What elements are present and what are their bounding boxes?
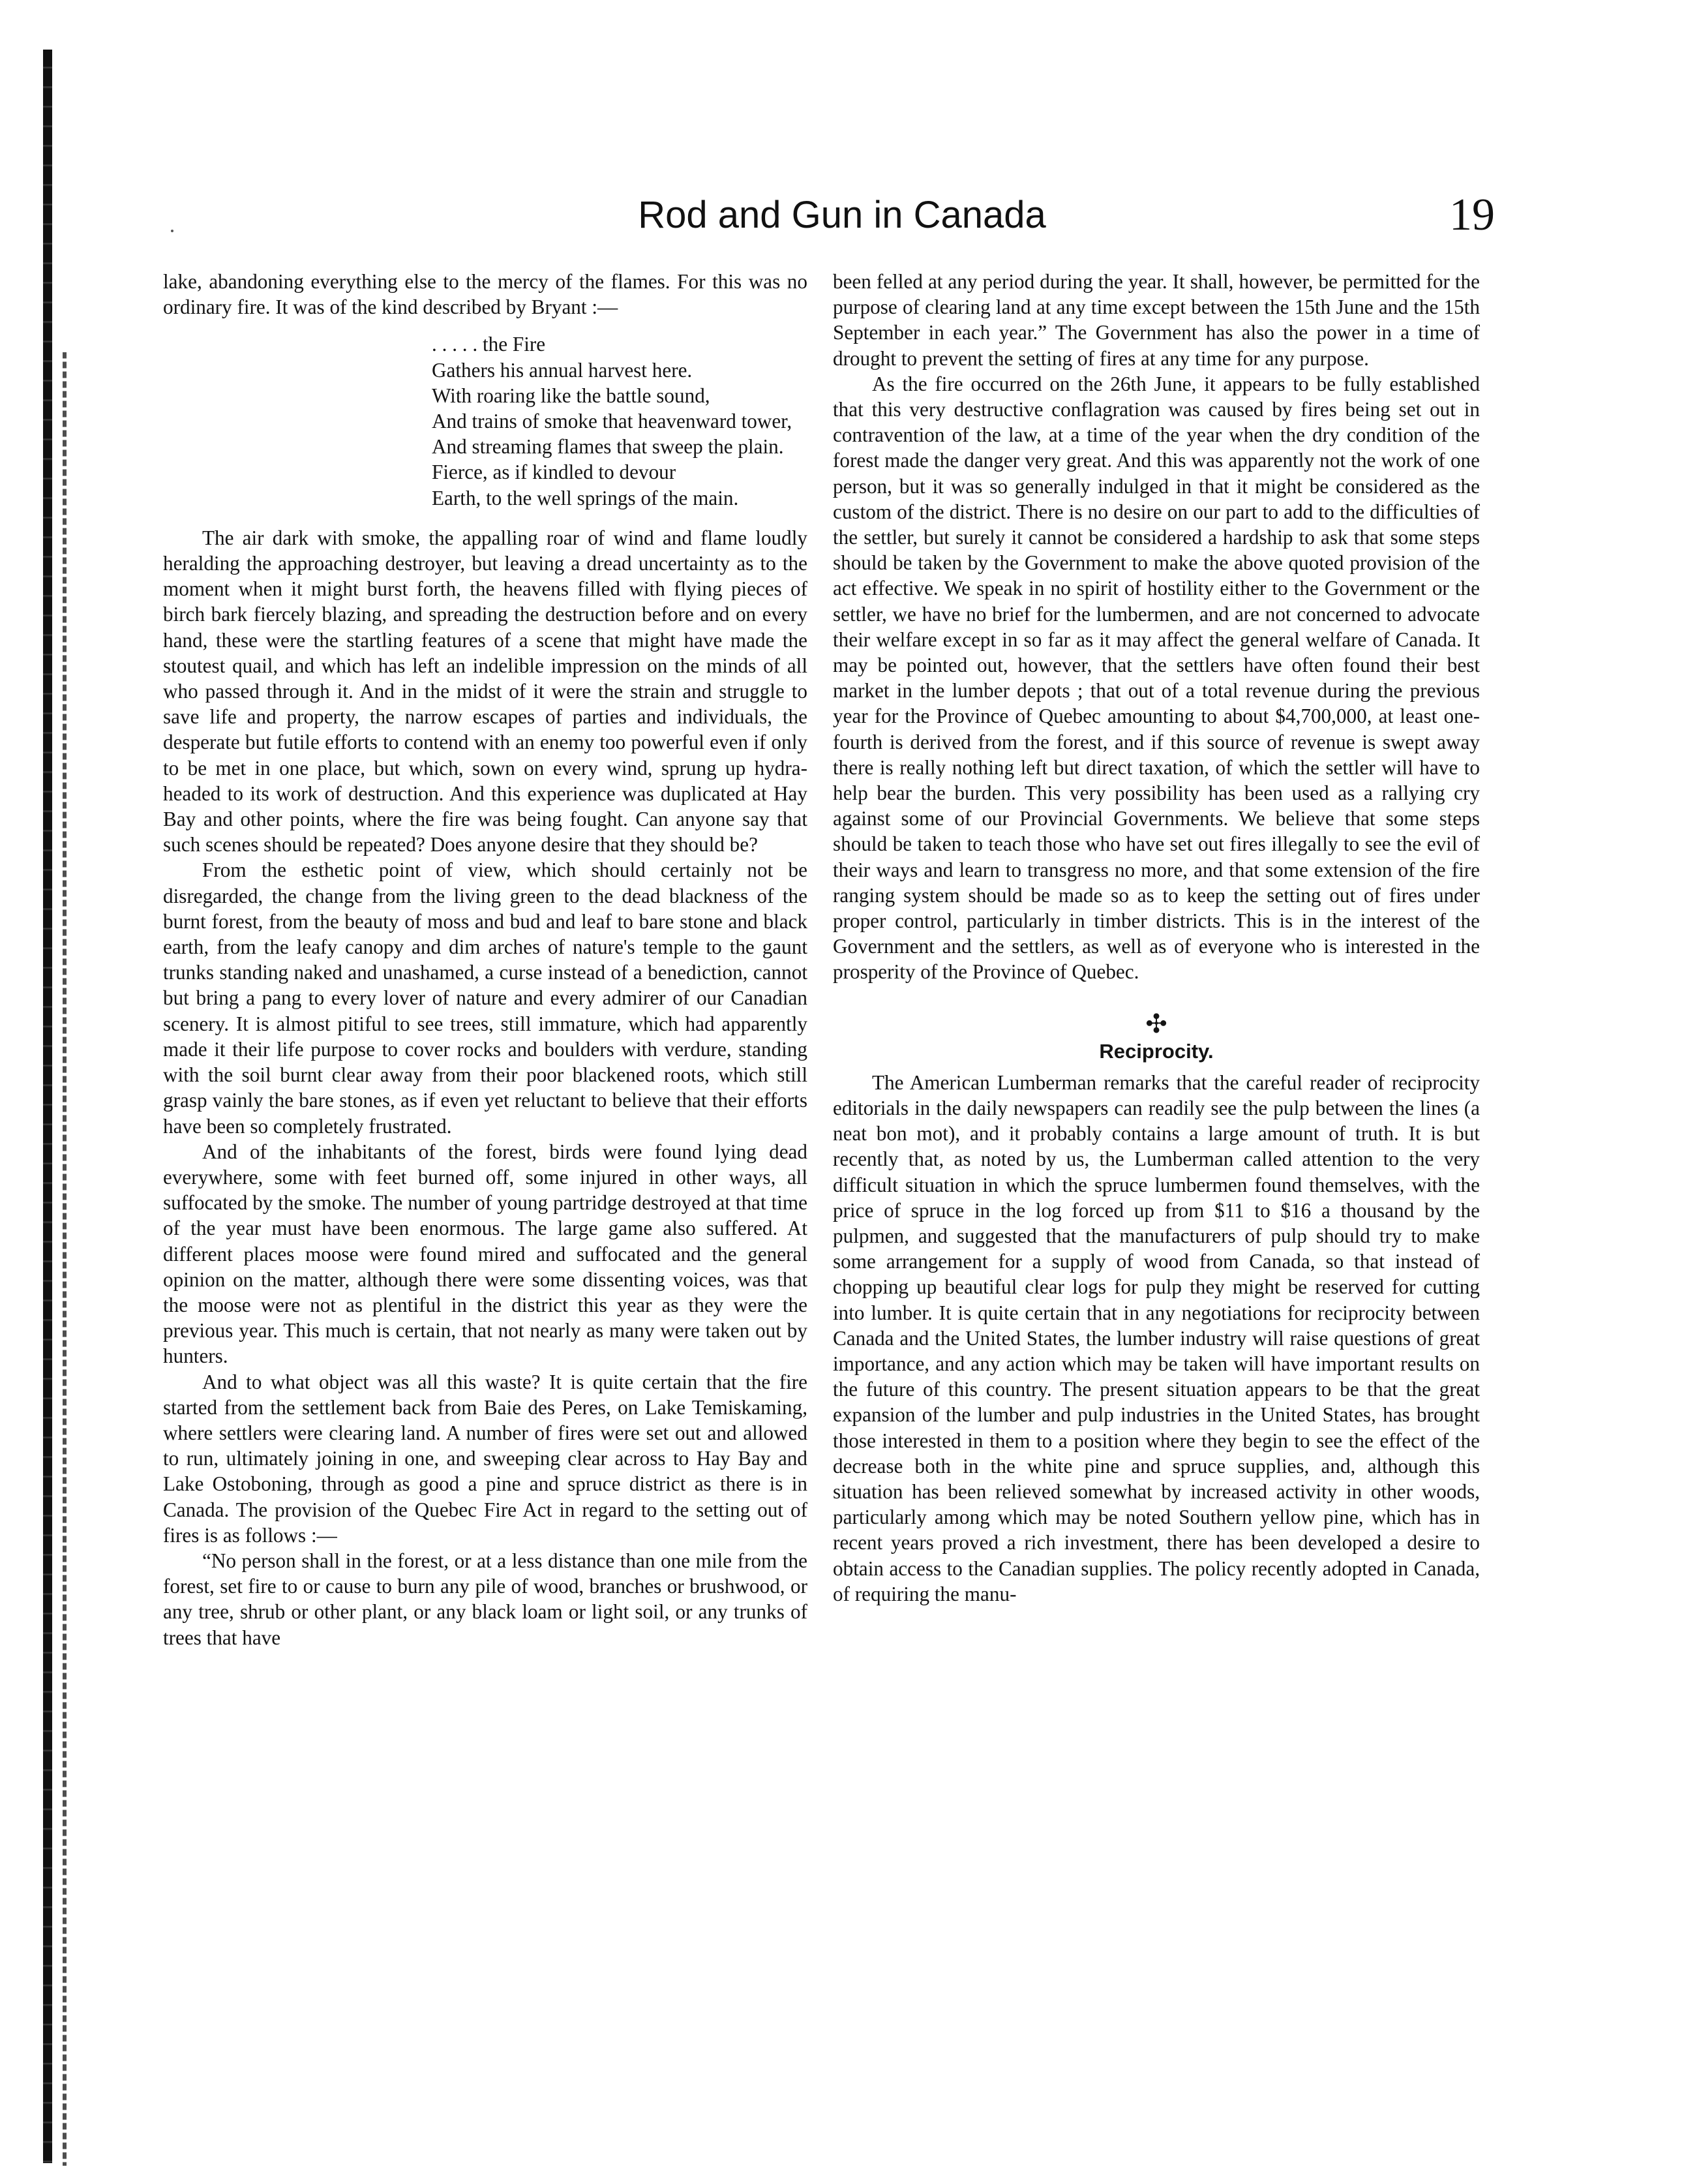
poem-line: Fierce, as if kindled to devour (432, 461, 676, 484)
poem-line: And trains of smoke that heavenward tower, (432, 410, 792, 433)
paragraph: As the fire occurred on the 26th June, it appears to be fully established that this very destructive conflagration was caused by fires being set out in contravention of the law, at a time of the year when the dry condition of the forest made the danger very great. And this was apparently not the work of one person, but it was so generally indulged in that it might be considered as the custom of the district. There is no desire on our part to add to the difficulties of the settler, but surely it cannot be considered a hardship to ask that some steps should be taken by the Government to make the above quoted provision of the act effective. We speak in no spirit of hostility either to the Government or the settler, we have no brief for the lumbermen, and are not concerned to advocate their welfare except in so far as it may affect the general welfare of Canada. It may be pointed out, however, that the settlers have often found their best market in the lumber depots ; that out of a total revenue during the previous year for the Province of Quebec amounting to about $4,700,000, at least one-fourth is derived from the forest, and if this source of revenue is swept away there is really nothing left but direct taxation, of which the settler will have to help bear the burden. This very possibility has been used as a rallying cry against some of our Provincial Governments. We believe that some steps should be taken to teach those who have set out fires illegally to see the evil of their ways and learn to transgress no more, and that some extension of the fire ranging system should be made so as to keep the setting out of fires under proper control, particularly in timber districts. This is in the interest of the Government and the settlers, as well as of everyone who is interested in the prosperity of the Province of Quebec. (833, 372, 1480, 984)
section-heading: Reciprocity. (1099, 1039, 1214, 1063)
binding-edge (43, 50, 52, 2163)
running-title: Rod and Gun in Canada (638, 194, 1046, 236)
paragraph: The air dark with smoke, the appalling roar of wind and flame loudly heralding the approaching destroyer, but leaving a dread uncertainty as to the moment when it might burst forth, the heavens filled with flying pieces of birch bark fiercely blazing, and spreading the destruction before and on every hand, these were the startling features of a scene that might have made the stoutest quail, and which has left an indelible impression on the minds of all who passed through it. And in the midst of it were the strain and struggle to save life and property, the narrow escapes of parties and individuals, the desperate but futile efforts to contend with an enemy too powerful even if only to be met in one place, but which, sown on every wind, sprung up hydra-headed to its work of destruction. And this experience was duplicated at Hay Bay and other points, where the fire was being fought. Can anyone say that such scenes should be repeated? Does anyone desire that they should be? (163, 526, 807, 857)
poem-line: . . . . . the Fire (432, 333, 546, 356)
binding-shadow (63, 352, 67, 2166)
paragraph: “No person shall in the forest, or at a less distance than one mile from the forest, set fire to or cause to burn any pile of wood, branches or brushwood, or any tree, shrub or other plant, or any black loam or light soil, or any trunks of trees that have (163, 1549, 807, 1649)
poem-quote (432, 331, 807, 510)
right-column (833, 269, 1480, 1607)
left-column (163, 269, 807, 1650)
page-number: 19 (1449, 190, 1495, 240)
poem-line: Earth, to the well springs of the main. (432, 486, 739, 509)
paragraph: And of the inhabitants of the forest, birds were found lying dead everywhere, some with feet burned off, some injured in other ways, all suffocated by the smoke. The number of young partridge destroyed at that time of the year must have been enormous. The large game also suffered. At different places moose were found mired and suffocated and the general opinion on the matter, although there were some dissenting voices, was that the moose were not as plentiful in the district this year as they were the previous year. This much is certain, that not nearly as many were taken out by hunters. (163, 1140, 807, 1368)
paragraph: From the esthetic point of view, which should certainly not be disregarded, the change from the living green to the dead blackness of the burnt forest, from the beauty of moss and bud and leaf to bare stone and black earth, from the leafy canopy and dim arches of nature's temple to the gaunt trunks standing naked and unashamed, a curse instead of a benediction, cannot but bring a pang to every lover of nature and every admirer of our Canadian scenery. It is almost pitiful to see trees, still immature, which had apparently made it their life purpose to cover rocks and boulders with verdure, standing with the soil burnt clear away from their poor blackened roots, which still grasp vainly the bare stones, as if even yet reluctant to believe that their efforts have been so completely frustrated. (163, 858, 807, 1138)
section-ornament: ✣ (1145, 1009, 1167, 1039)
paragraph: And to what object was all this waste? It is quite certain that the fire started from the settlement back from Baie des Peres, on Lake Temiskaming, where settlers were clearing land. A number of fires were set out and allowed to run, ultimately joining in one, and sweeping clear across to Hay Bay and Lake Ostoboning, through as good a pine and spruce district as there is in Canada. The provision of the Quebec Fire Act in regard to the setting out of fires is as follows :— (163, 1370, 807, 1547)
paragraph: The American Lumberman remarks that the careful reader of reciprocity editorials in the daily newspapers can readily see the pulp between the lines (a neat bon mot), and it probably contains a large amount of truth. It is but recently that, as noted by us, the Lumberman called attention to the very difficult situation in which the spruce lumbermen found themselves, with the price of spruce in the log forced up from $11 to $16 a thousand by the pulpmen, and suggested that the manufacturers of pulp should try to make some arrangement for a supply of wood from Canada, so that instead of chopping up beautiful clear logs for pulp they might be reserved for cutting into lumber. It is quite certain that in any negotiations for reciprocity between Canada and the United States, the lumber industry will raise questions of great importance, and any action which may be taken will have important results on the future of this country. The present situation appears to be that the great expansion of the lumber and pulp industries in the United States, has brought those interested in them to a position where they begin to see the effect of the decrease both in the white pine and spruce supplies, and, although this situation has been relieved somewhat by increased activity in other woods, particularly among which may be noted Southern yellow pine, which has in recent years proved a rich investment, there has been developed a desire to obtain access to the Canadian supplies. The policy recently adopted in Canada, of requiring the manu- (833, 1070, 1480, 1605)
poem-line: And streaming flames that sweep the plain. (432, 435, 784, 459)
poem-line: With roaring like the battle sound, (432, 384, 710, 407)
paragraph: been felled at any period during the year. It shall, however, be permitted for the purpose of clearing land at any time except between the 15th June and the 15th September in each year.” The Government has also the power in a time of drought to prevent the setting of fires at any time for any purpose. (833, 270, 1480, 370)
paragraph: lake, abandoning everything else to the mercy of the flames. For this was no ordinary fire. It was of the kind described by Bryant :— (163, 270, 807, 319)
poem-line: Gathers his annual harvest here. (432, 358, 693, 382)
